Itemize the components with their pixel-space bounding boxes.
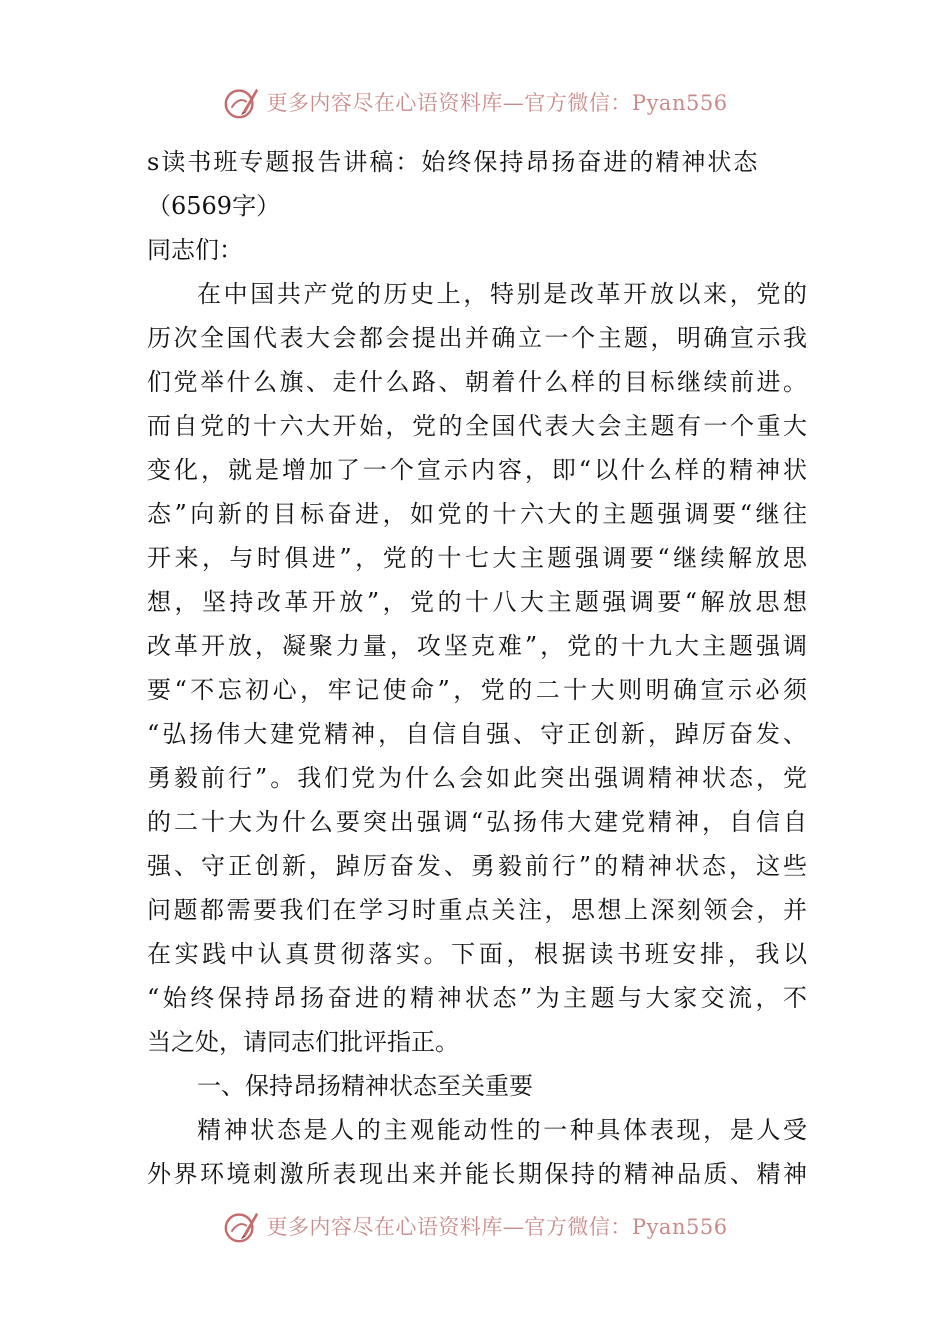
paragraph-line: 而自党的十六大开始，党的全国代表大会主题有一个重大 bbox=[147, 412, 807, 440]
paragraph-line: 在实践中认真贯彻落实。下面，根据读书班安排，我以 bbox=[147, 940, 807, 968]
paragraph-line: 变化，就是增加了一个宣示内容，即“以什么样的精神状 bbox=[147, 456, 807, 484]
paragraph-line: 改革开放，凝聚力量，攻坚克难”，党的十九大主题强调 bbox=[147, 632, 807, 660]
salutation: 同志们： bbox=[147, 236, 243, 264]
paragraph-line: 历次全国代表大会都会提出并确立一个主题，明确宣示我 bbox=[147, 324, 807, 352]
footer-watermark bbox=[0, 1206, 950, 1246]
paragraph-line: 开来，与时俱进”，党的十七大主题强调要“继续解放思 bbox=[147, 544, 807, 572]
word-count: （6569字） bbox=[147, 192, 281, 220]
paragraph-line: 在中国共产党的历史上，特别是改革开放以来，党的 bbox=[197, 280, 807, 308]
document-body bbox=[147, 140, 807, 1196]
pen-seal-icon bbox=[222, 1207, 260, 1245]
paragraph-line: “弘扬伟大建党精神，自信自强、守正创新，踔厉奋发、 bbox=[147, 720, 807, 748]
paragraph-line: “始终保持昂扬奋进的精神状态”为主题与大家交流，不 bbox=[147, 984, 807, 1012]
paragraph-line: 想，坚持改革开放”，党的十八大主题强调要“解放思想 bbox=[147, 588, 807, 616]
watermark-text: 更多内容尽在心语资料库—官方微信：Pyan556 bbox=[266, 91, 728, 115]
section-heading: 一、保持昂扬精神状态至关重要 bbox=[197, 1072, 533, 1100]
header-watermark bbox=[0, 82, 950, 122]
paragraph-line: 勇毅前行”。我们党为什么会如此突出强调精神状态，党 bbox=[147, 764, 807, 792]
document-title: s读书班专题报告讲稿：始终保持昂扬奋进的精神状态 bbox=[147, 148, 760, 176]
paragraph-line: 问题都需要我们在学习时重点关注，思想上深刻领会，并 bbox=[147, 896, 807, 924]
paragraph-line: 强、守正创新，踔厉奋发、勇毅前行”的精神状态，这些 bbox=[147, 852, 807, 880]
paragraph-line: 态”向新的目标奋进，如党的十六大的主题强调要“继往 bbox=[147, 500, 807, 528]
paragraph-line: 要“不忘初心，牢记使命”，党的二十大则明确宣示必须 bbox=[147, 676, 807, 704]
paragraph-line: 的二十大为什么要突出强调“弘扬伟大建党精神，自信自 bbox=[147, 808, 807, 836]
paragraph-line: 们党举什么旗、走什么路、朝着什么样的目标继续前进。 bbox=[147, 368, 807, 396]
paragraph-line: 当之处，请同志们批评指正。 bbox=[147, 1028, 459, 1056]
paragraph-line: 外界环境刺激所表现出来并能长期保持的精神品质、精神 bbox=[147, 1160, 807, 1188]
pen-seal-icon bbox=[222, 83, 260, 121]
paragraph-line: 精神状态是人的主观能动性的一种具体表现，是人受 bbox=[197, 1116, 807, 1144]
watermark-text: 更多内容尽在心语资料库—官方微信：Pyan556 bbox=[266, 1215, 728, 1239]
